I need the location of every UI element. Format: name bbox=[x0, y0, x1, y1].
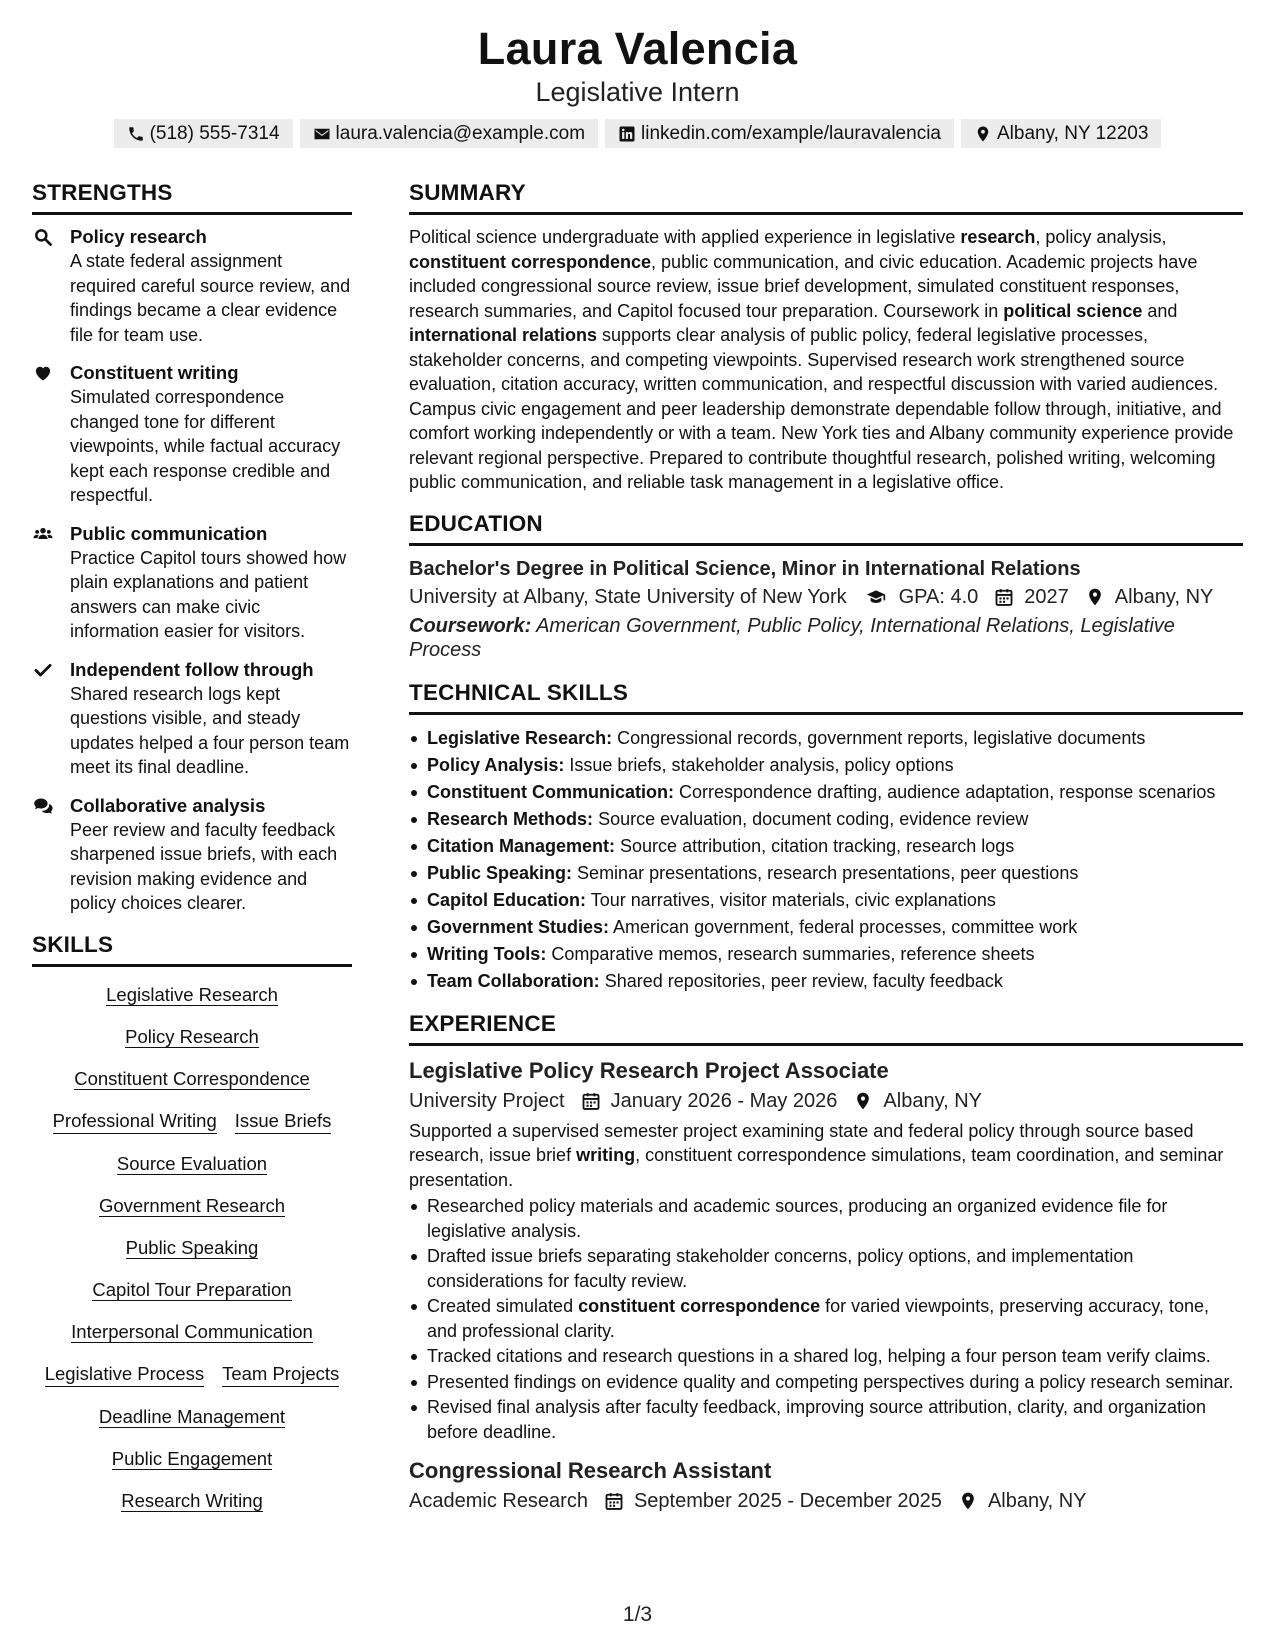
strength-title: Public communication bbox=[70, 522, 268, 544]
year-text: 2027 bbox=[1024, 585, 1069, 608]
summary-keyword: international relations bbox=[409, 325, 598, 345]
bullet-text: Created simulated bbox=[427, 1296, 579, 1316]
skills-list bbox=[32, 977, 352, 1513]
skill-row bbox=[32, 1278, 352, 1302]
candidate-title: Legislative Intern bbox=[535, 77, 740, 107]
contact-bar bbox=[0, 119, 1275, 148]
skill-tag: Legislative Research bbox=[106, 983, 278, 1005]
list-item bbox=[409, 1294, 1243, 1343]
job-org bbox=[409, 1486, 588, 1516]
users-icon bbox=[32, 524, 54, 544]
strength-desc: Practice Capitol tours showed how plain explanations and patient answers can make civic information easier for visitors. bbox=[70, 547, 347, 641]
bullet-text: Tracked citations and research questions in a shared log, helping a four person team verify claims. bbox=[427, 1346, 1211, 1366]
bullet-text: for varied viewpoints, preserving accuracy, tone, and professional clarity. bbox=[427, 1296, 1209, 1341]
skills-heading: SKILLS bbox=[32, 930, 352, 967]
summary-part: and bbox=[1142, 300, 1178, 321]
skill-label: Government Studies: bbox=[427, 916, 610, 937]
skill-tag: Legislative Process bbox=[45, 1362, 204, 1387]
summary-keyword: research bbox=[960, 227, 1036, 247]
contact-email[interactable] bbox=[300, 119, 599, 148]
skill-detail: Shared repositories, peer review, faculty feedback bbox=[604, 970, 1003, 991]
location-pin-icon bbox=[1085, 587, 1105, 607]
list-item bbox=[409, 968, 1243, 995]
calendar-icon bbox=[994, 587, 1014, 607]
skill-row bbox=[32, 1447, 352, 1471]
job-desc-part: Supported a supervised semester project examining state and federal policy through source based research, issue brief bbox=[409, 1120, 1194, 1165]
list-item bbox=[409, 779, 1243, 806]
skill-row bbox=[32, 1025, 352, 1049]
skill-tag: Professional Writing bbox=[53, 1109, 217, 1134]
skill-tag: Interpersonal Communication bbox=[71, 1320, 313, 1342]
bullet-keyword: constituent correspondence bbox=[578, 1296, 821, 1316]
strength-item bbox=[32, 225, 352, 347]
education-location bbox=[1085, 582, 1214, 612]
skill-label: Citation Management: bbox=[427, 835, 616, 856]
job-meta bbox=[409, 1086, 1243, 1116]
skill-tag: Issue Briefs bbox=[235, 1109, 332, 1134]
list-item bbox=[409, 806, 1243, 833]
list-item bbox=[409, 941, 1243, 968]
strength-title: Independent follow through bbox=[70, 658, 314, 680]
job-dates bbox=[604, 1486, 942, 1516]
strength-desc: Shared research logs kept questions visible, and steady updates helped a four person team meet its final deadline. bbox=[70, 683, 350, 777]
coursework bbox=[409, 614, 1243, 662]
skill-label: Legislative Research: bbox=[427, 727, 613, 748]
job-org-text: University Project bbox=[409, 1089, 565, 1112]
candidate-name: Laura Valencia bbox=[477, 23, 798, 74]
summary-heading: SUMMARY bbox=[409, 178, 1243, 215]
job-bullets bbox=[409, 1194, 1243, 1444]
skill-label: Constituent Communication: bbox=[427, 781, 674, 802]
skill-detail: American government, federal processes, committee work bbox=[613, 916, 1078, 937]
page-indicator: 1/3 bbox=[622, 1603, 653, 1626]
strength-title: Constituent writing bbox=[70, 362, 239, 383]
summary-part: , policy analysis, bbox=[1035, 227, 1167, 247]
coursework-text: American Government, Public Policy, International Relations, Legislative Process bbox=[409, 614, 1175, 661]
job-dates-text: January 2026 - May 2026 bbox=[610, 1089, 838, 1112]
strength-desc: Peer review and faculty feedback sharpened issue briefs, with each revision making evidence and policy choices clearer. bbox=[70, 819, 338, 913]
strength-title: Policy research bbox=[70, 226, 207, 247]
summary-keyword: constituent correspondence bbox=[409, 251, 652, 272]
linkedin-icon bbox=[618, 125, 636, 143]
skill-label: Team Collaboration: bbox=[427, 970, 600, 991]
skill-row bbox=[32, 1320, 352, 1344]
summary-keyword: political science bbox=[1003, 300, 1143, 321]
contact-email-text: laura.valencia@example.com bbox=[335, 122, 586, 144]
strength-desc: A state federal assignment required careful source review, and findings became a clear evidence file for team use. bbox=[70, 251, 351, 345]
education-meta bbox=[409, 582, 1243, 612]
calendar-icon bbox=[581, 1091, 601, 1111]
coursework-label: Coursework: bbox=[409, 614, 532, 637]
skill-label: Research Methods: bbox=[427, 808, 594, 829]
job-location-text: Albany, NY bbox=[987, 1490, 1087, 1512]
skill-tag: Capitol Tour Preparation bbox=[92, 1278, 292, 1300]
skill-tag: Source Evaluation bbox=[116, 1152, 268, 1174]
education-heading: EDUCATION bbox=[409, 509, 1243, 546]
list-item bbox=[409, 914, 1243, 941]
skill-row bbox=[32, 1236, 352, 1260]
envelope-icon bbox=[313, 125, 331, 143]
skill-tag: Government Research bbox=[98, 1194, 286, 1216]
strength-desc: Simulated correspondence changed tone for different viewpoints, while factual accuracy kept each response credible and respectful. bbox=[70, 387, 341, 505]
contact-phone[interactable] bbox=[114, 119, 293, 148]
list-item bbox=[409, 1395, 1243, 1444]
contact-linkedin[interactable] bbox=[605, 119, 954, 148]
checkmark-icon bbox=[32, 660, 54, 680]
bullet-text: Revised final analysis after faculty feedback, improving source attribution, clarity, and organization before deadline. bbox=[427, 1397, 1207, 1442]
job-title: Congressional Research Assistant bbox=[409, 1458, 772, 1483]
skill-tag: Public Engagement bbox=[111, 1447, 273, 1469]
summary-part: supports clear analysis of public policy, federal legislative processes, stakeholder concerns, and competing viewpoints. Supervised research work strengthened source evaluation, citation accuracy, written communication, and respectful discussion with varied audiences. Campus civic engagement and peer leadership demonstrate dependable follow through, initiative, and comfort working independently or with a team. New York ties and Albany community experience provide relevant regional perspective. Prepared to contribute thoughtful research, polished writing, welcoming public communication, and reliable task management in a legislative office. bbox=[409, 325, 1234, 492]
right-column bbox=[409, 178, 1243, 1516]
contact-location-text: Albany, NY 12203 bbox=[996, 122, 1149, 144]
gpa bbox=[863, 582, 979, 612]
list-item bbox=[409, 1344, 1243, 1369]
skill-row bbox=[32, 1152, 352, 1176]
list-item bbox=[409, 752, 1243, 779]
strength-item bbox=[32, 794, 352, 916]
phone-icon bbox=[127, 125, 145, 143]
skill-tag: Public Speaking bbox=[125, 1236, 259, 1258]
skill-label: Public Speaking: bbox=[427, 862, 573, 883]
job-desc-keyword: writing bbox=[576, 1145, 636, 1165]
list-item bbox=[409, 833, 1243, 860]
skill-label: Policy Analysis: bbox=[427, 754, 565, 775]
skill-label: Capitol Education: bbox=[427, 889, 586, 910]
school-name bbox=[409, 582, 847, 612]
location-pin-icon bbox=[958, 1491, 978, 1511]
graduation-year bbox=[994, 582, 1069, 612]
skill-detail: Tour narratives, visitor materials, civic explanations bbox=[590, 889, 996, 910]
job-location-text: Albany, NY bbox=[883, 1089, 982, 1112]
comments-icon bbox=[32, 796, 54, 816]
contact-location bbox=[961, 119, 1161, 148]
degree-title: Bachelor's Degree in Political Science, Minor in International Relations bbox=[409, 557, 1081, 580]
skill-detail: Correspondence drafting, audience adaptation, response scenarios bbox=[679, 781, 1216, 802]
location-pin-icon bbox=[853, 1091, 873, 1111]
skill-label: Writing Tools: bbox=[427, 943, 547, 964]
summary-part: Political science undergraduate with applied experience in legislative bbox=[409, 227, 961, 247]
skill-row bbox=[32, 1489, 352, 1513]
skill-detail: Seminar presentations, research presentations, peer questions bbox=[577, 862, 1079, 883]
bullet-text: Presented findings on evidence quality and competing perspectives during a policy research seminar. bbox=[427, 1371, 1234, 1392]
skill-tag: Policy Research bbox=[125, 1025, 259, 1047]
job-description bbox=[409, 1119, 1243, 1193]
skill-detail: Source attribution, citation tracking, research logs bbox=[620, 835, 1015, 856]
list-item bbox=[409, 1194, 1243, 1243]
strengths-heading: STRENGTHS bbox=[32, 178, 352, 215]
skill-tag: Research Writing bbox=[121, 1489, 263, 1511]
contact-phone-text: (518) 555-7314 bbox=[149, 122, 280, 144]
skill-row bbox=[32, 1405, 352, 1429]
skill-row bbox=[32, 983, 352, 1007]
list-item bbox=[409, 1244, 1243, 1293]
job-dates bbox=[581, 1086, 838, 1116]
heart-icon bbox=[32, 363, 54, 383]
technical-skills-list bbox=[409, 725, 1243, 995]
list-item bbox=[409, 725, 1243, 752]
job-org-text: Academic Research bbox=[409, 1490, 588, 1512]
job-dates-text: September 2025 - December 2025 bbox=[633, 1490, 942, 1512]
job-title: Legislative Policy Research Project Associate bbox=[409, 1057, 889, 1083]
list-item bbox=[409, 1370, 1243, 1395]
job-entry bbox=[409, 1456, 1243, 1516]
left-column bbox=[32, 178, 352, 1513]
skill-detail: Comparative memos, research summaries, reference sheets bbox=[551, 943, 1035, 964]
skill-detail: Congressional records, government reports, legislative documents bbox=[617, 727, 1146, 748]
skill-detail: Issue briefs, stakeholder analysis, policy options bbox=[569, 754, 954, 775]
strength-title: Collaborative analysis bbox=[70, 794, 266, 816]
graduation-cap-icon bbox=[863, 587, 889, 607]
bullet-text: Drafted issue briefs separating stakeholder concerns, policy options, and implementation considerations for faculty review. bbox=[427, 1246, 1134, 1291]
technical-skills-heading: TECHNICAL SKILLS bbox=[409, 678, 1243, 715]
contact-linkedin-text: linkedin.com/example/lauravalencia bbox=[641, 122, 941, 144]
summary-part: , public communication, and civic education. Academic projects have included congressional source review, issue brief development, simulated constituent responses, research summaries, and Capitol focused tour preparation. Coursework in bbox=[409, 251, 1198, 321]
skill-tag: Deadline Management bbox=[98, 1405, 286, 1427]
skill-detail: Source evaluation, document coding, evidence review bbox=[598, 808, 1029, 829]
list-item bbox=[409, 887, 1243, 914]
strength-item bbox=[32, 522, 352, 644]
bullet-text: Researched policy materials and academic sources, producing an organized evidence file for legislative analysis. bbox=[427, 1196, 1168, 1241]
strength-item bbox=[32, 361, 352, 508]
job-location bbox=[853, 1086, 982, 1116]
calendar-icon bbox=[604, 1491, 624, 1511]
location-pin-icon bbox=[974, 125, 992, 143]
job-location bbox=[958, 1486, 1087, 1516]
search-icon bbox=[32, 227, 54, 247]
job-org bbox=[409, 1086, 565, 1116]
resume-header bbox=[0, 22, 1275, 148]
skill-row bbox=[32, 1194, 352, 1218]
job-entry bbox=[409, 1056, 1243, 1445]
list-item bbox=[409, 860, 1243, 887]
skill-row bbox=[32, 1067, 352, 1091]
school-name-text: University at Albany, State University of New York bbox=[409, 585, 847, 608]
summary-text bbox=[409, 225, 1243, 495]
skill-tag: Team Projects bbox=[222, 1362, 339, 1387]
job-desc-part: , constituent correspondence simulations, team coordination, and seminar presentation. bbox=[409, 1145, 1224, 1190]
job-meta bbox=[409, 1486, 1243, 1516]
experience-heading: EXPERIENCE bbox=[409, 1009, 1243, 1046]
strength-item bbox=[32, 658, 352, 780]
skill-tag: Constituent Correspondence bbox=[74, 1067, 310, 1089]
location-text: Albany, NY bbox=[1114, 585, 1214, 608]
gpa-text: GPA: 4.0 bbox=[898, 585, 979, 608]
